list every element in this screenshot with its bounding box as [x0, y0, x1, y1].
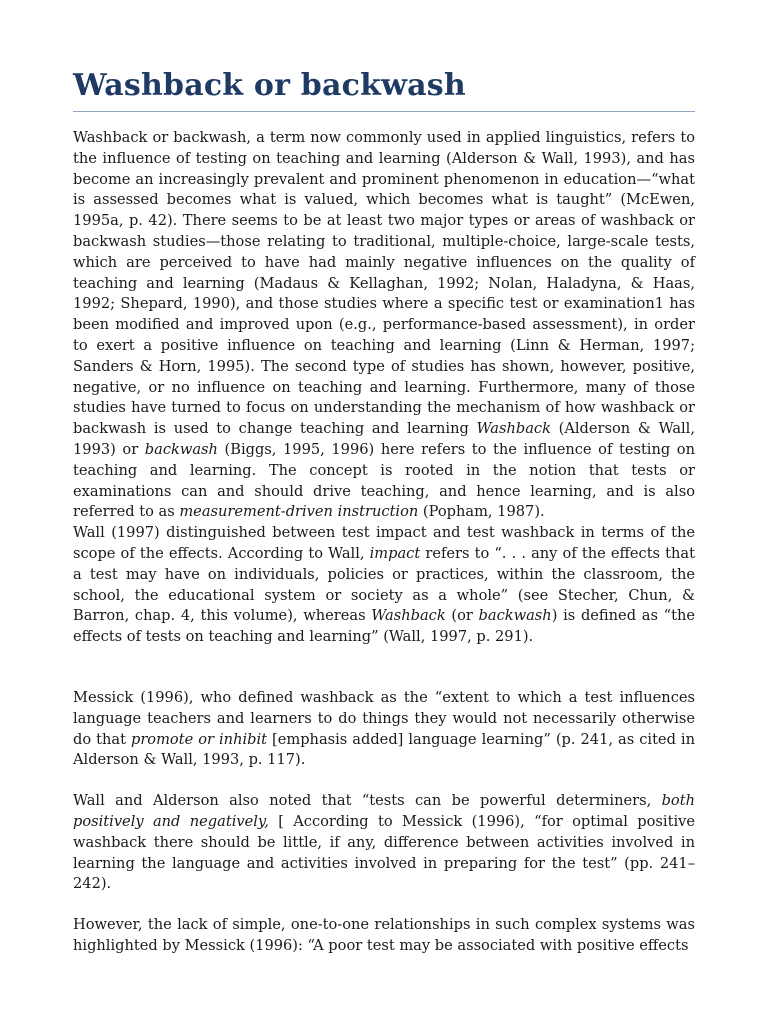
text-run: Wall and Alderson also noted that “tests can be powerful determiners,: [73, 792, 662, 810]
italic-text: impact: [369, 544, 421, 562]
paragraph: [73, 688, 695, 771]
page-title: Washback or backwash: [73, 68, 466, 103]
text-run: (Biggs, 1995, 1996) here refers to the influence of testing on teaching and learning. The concept is rooted in the notion that tests or examinations can and should drive teaching, and hence learning, and is also referred to as: [73, 440, 695, 521]
text-run: [emphasis added] language learning” (p. 241, as cited in Alderson & Wall, 1993, p. 117).: [73, 730, 695, 769]
italic-text: backwash: [144, 440, 218, 458]
text-run: Wall (1997) distinguished between test impact and test washback in terms of the scope of the effects. According to Wall,: [73, 524, 695, 562]
italic-text: both positively and negatively,: [73, 792, 695, 830]
italic-text: backwash: [478, 607, 552, 625]
text-run: refers to “. . . any of the effects that a test may have on individuals, policies or practices, within the classroom, the school, the educational system or society as a whole” (see Stecher, Chun, & Barron, chap. 4, this volume), whereas: [73, 544, 695, 625]
text-run: ) is defined as “the effects of tests on teaching and learning” (Wall, 1997, p. 291).: [73, 607, 696, 646]
text-run: Washback or backwash, a term now commonly used in applied linguistics, refers to the influence of testing on teaching and learning (Alderson & Wall, 1993), and has become an increasingly prevalent and prominent phenomenon in education—“what is assessed becomes what is valued, which becomes what is taught” (McEwen, 1995a, p. 42). There seems to be at least two major types or areas of washback or backwash studies—those relating to traditional, multiple-choice, large-scale tests, which are perceived to have had mainly negative influences on the quality of teaching and learning (Madaus & Kellaghan, 1992; Nolan, Haladyna, & Haas, 1992; Shepard, 1990), and those studies where a specific test or examination1 has been modified and improved upon (e.g., performance-based assessment), in order to exert a positive influence on teaching and learning (Linn & Herman, 1997; Sanders & Horn, 1995). The second type of studies has shown, however, positive, negative, or no influence on teaching and learning. Furthermore, many of those studies have turned to focus on understanding the mechanism of how washback or backwash is used to change teaching and learning: [73, 129, 695, 438]
text-run: (or: [445, 607, 479, 625]
text-run: However, the lack of simple, one-to-one relationships in such complex systems was highlighted by Messick (1996): “A poor test may be associated with positive effects: [73, 916, 695, 954]
title-divider: [73, 111, 695, 112]
italic-text: promote or inhibit: [130, 730, 268, 748]
italic-text: measurement-driven instruction: [179, 503, 419, 521]
text-run: (Alderson & Wall, 1993) or: [73, 420, 695, 458]
document-body: [73, 128, 695, 957]
text-run: [ According to Messick (1996), “for optimal positive washback there should be little, if any, difference between activities involved in learning the language and activities involved in preparing for the test” (pp. 241–242).: [73, 812, 695, 893]
italic-text: Washback: [476, 420, 551, 438]
text-run: (Popham, 1987).: [418, 503, 545, 521]
paragraph: [73, 128, 695, 523]
text-run: Messick (1996), who defined washback as the “extent to which a test influences language teachers and learners to do things they would not necessarily otherwise do that: [73, 688, 695, 748]
italic-text: Washback: [371, 607, 446, 625]
paragraph: [73, 915, 695, 957]
paragraph: [73, 523, 695, 648]
paragraph: [73, 791, 695, 895]
